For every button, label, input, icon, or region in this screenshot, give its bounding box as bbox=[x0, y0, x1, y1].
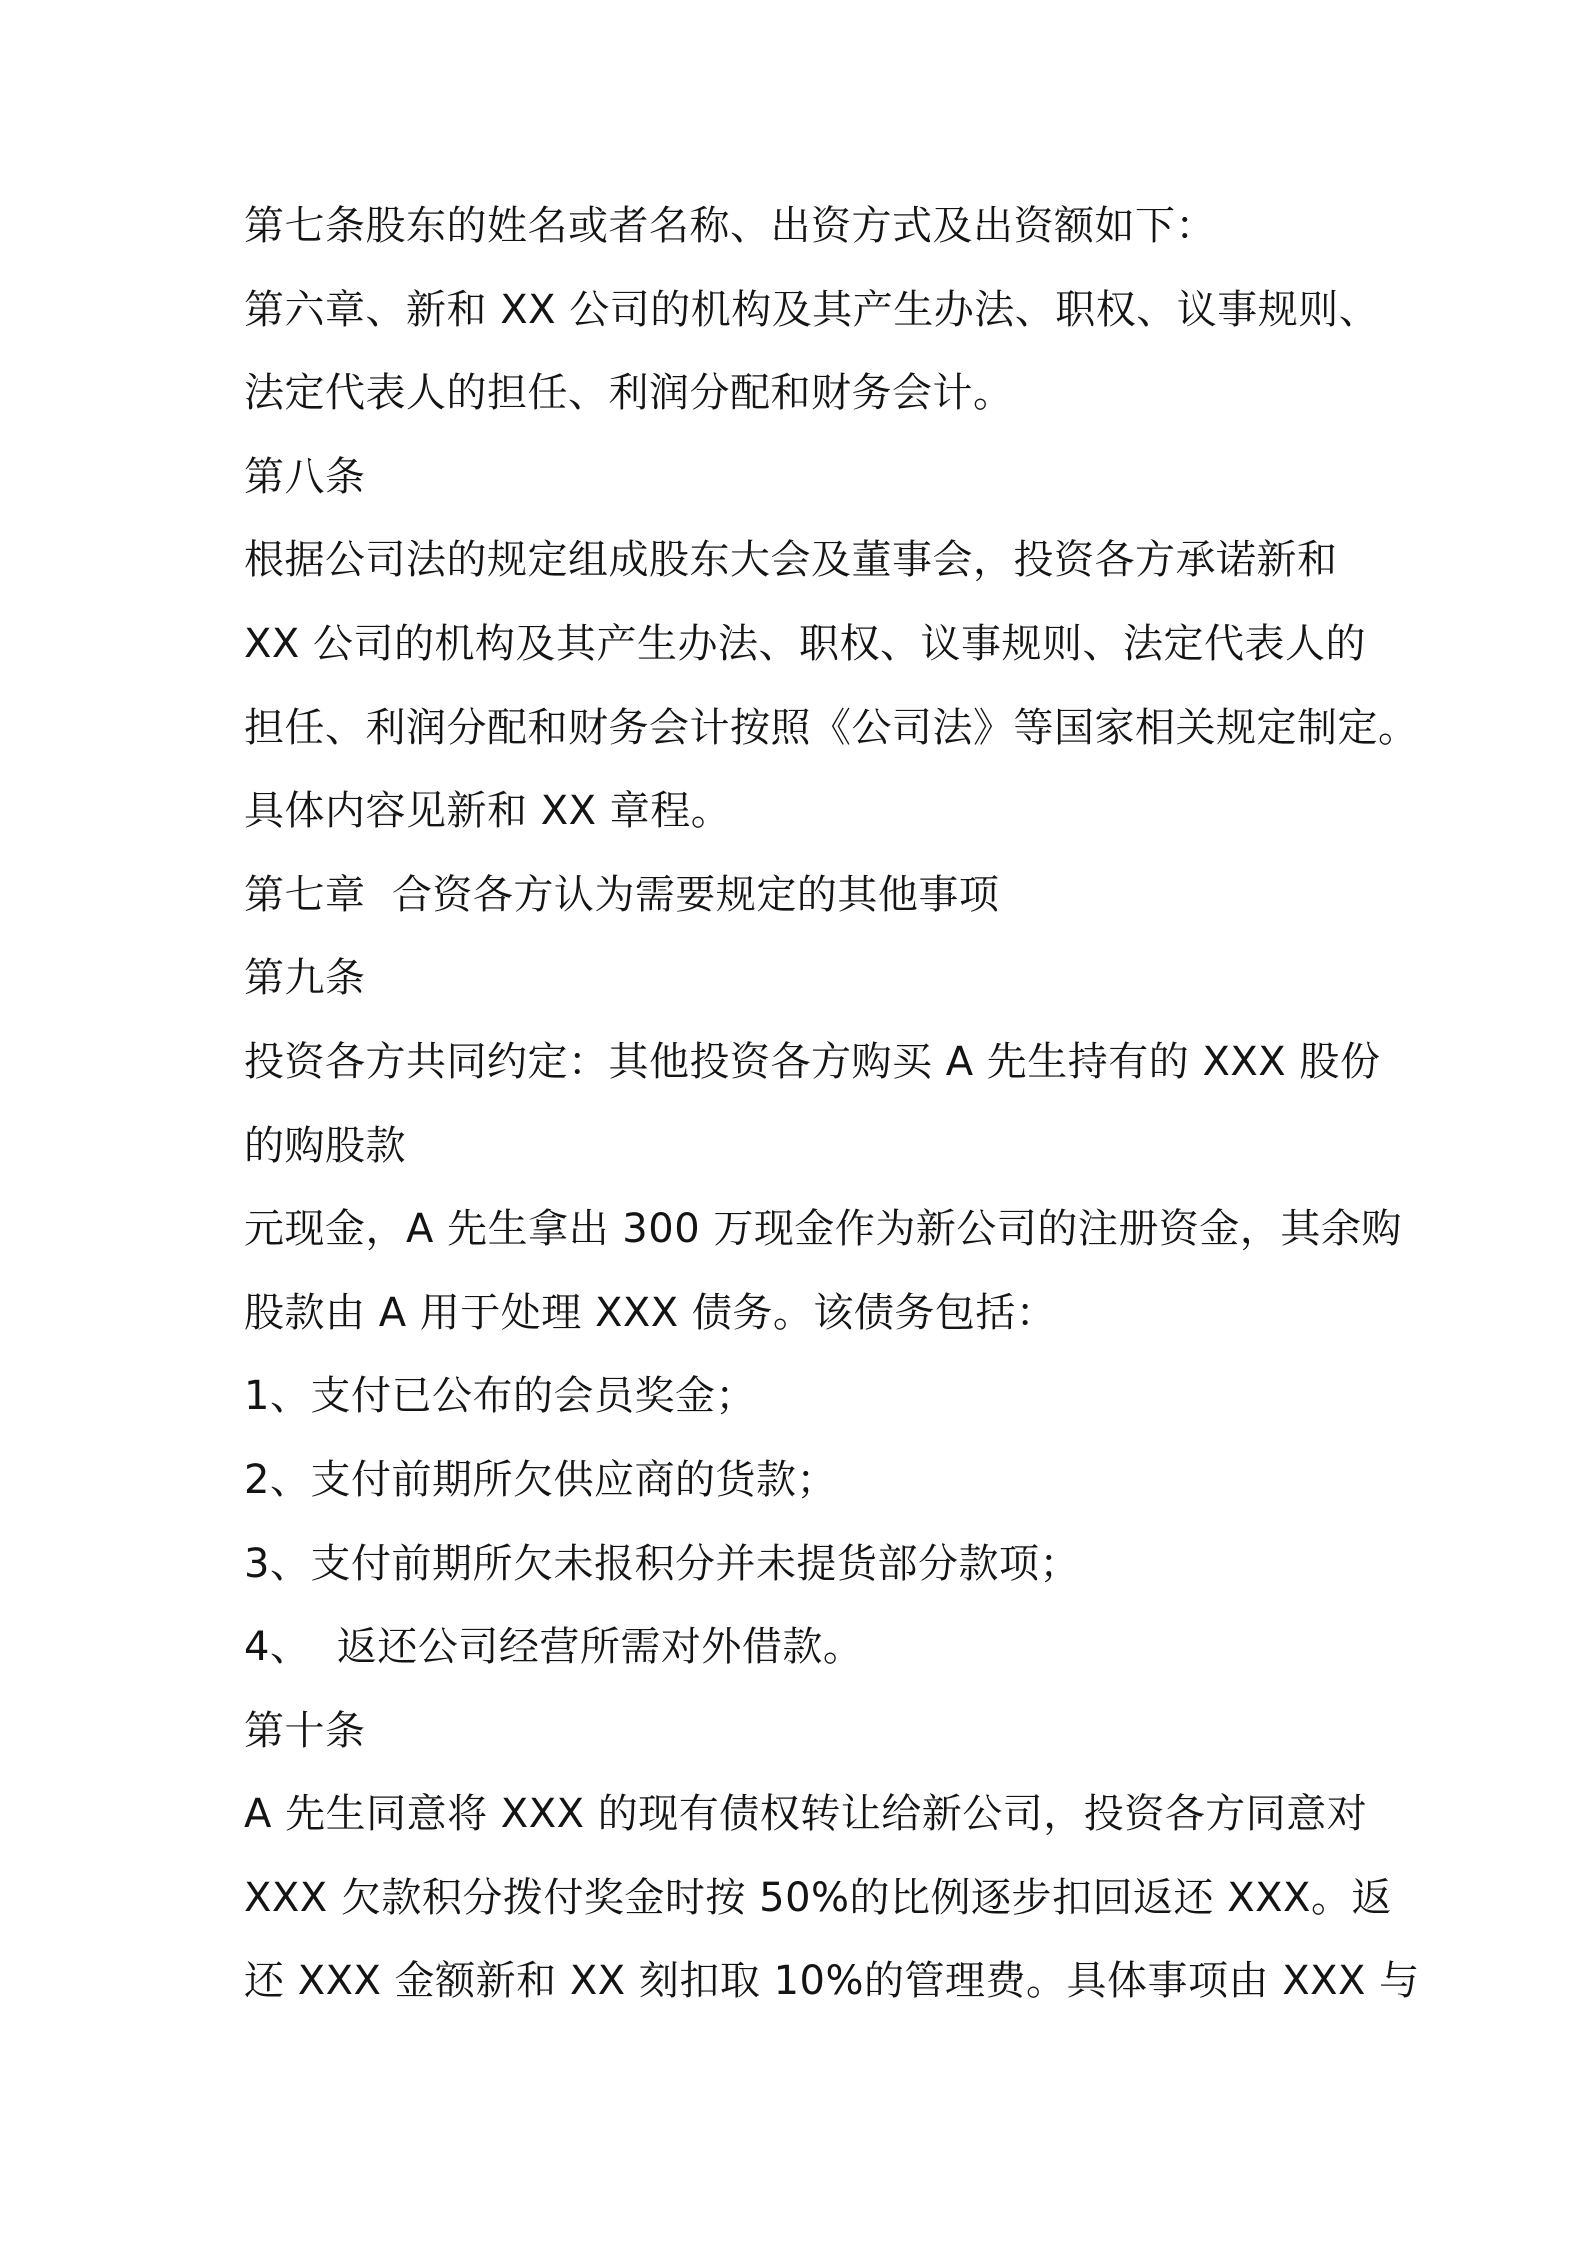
article-9-body-line-1: 投资各方共同约定：其他投资各方购买 A 先生持有的 XXX 股份 bbox=[244, 1038, 1381, 1085]
article-8-heading: 第八条 bbox=[244, 453, 366, 500]
debt-list-item-4: 4、 返还公司经营所需对外借款。 bbox=[244, 1624, 864, 1671]
chapter-6-heading-line-1: 第六章、新和 XX 公司的机构及其产生办法、职权、议事规则、 bbox=[244, 286, 1380, 333]
debt-list-item-3: 3、支付前期所欠未报积分并未提货部分款项； bbox=[244, 1540, 1080, 1587]
chapter-7-heading: 第七章 合资各方认为需要规定的其他事项 bbox=[244, 871, 1000, 918]
article-10-body-line-3: 还 XXX 金额新和 XX 刻扣取 10%的管理费。具体事项由 XXX 与 bbox=[244, 1958, 1420, 2005]
article-7-text: 第七条股东的姓名或者名称、出资方式及出资额如下： bbox=[244, 203, 1216, 249]
article-9-body-line-2: 的购股款 bbox=[244, 1122, 406, 1169]
article-8-body-line-3: 担任、利润分配和财务会计按照《公司法》等国家相关规定制定。 bbox=[244, 704, 1419, 751]
article-10-heading: 第十条 bbox=[244, 1707, 366, 1754]
article-9-heading: 第九条 bbox=[244, 955, 366, 1002]
article-10-body-line-2: XXX 欠款积分拨付奖金时按 50%的比例逐步扣回返还 XXX。返 bbox=[244, 1874, 1392, 1921]
article-8-body-line-2: XX 公司的机构及其产生办法、职权、议事规则、法定代表人的 bbox=[244, 620, 1367, 667]
debt-list-item-2: 2、支付前期所欠供应商的货款； bbox=[244, 1456, 837, 1503]
article-8-body-line-4: 具体内容见新和 XX 章程。 bbox=[244, 788, 732, 835]
article-9-body-line-3: 元现金，A 先生拿出 300 万现金作为新公司的注册资金，其余购 bbox=[244, 1206, 1402, 1253]
article-8-body-line-1: 根据公司法的规定组成股东大会及董事会，投资各方承诺新和 bbox=[244, 537, 1338, 584]
article-10-body-line-1: A 先生同意将 XXX 的现有债权转让给新公司，投资各方同意对 bbox=[244, 1791, 1368, 1838]
chapter-6-heading-line-2: 法定代表人的担任、利润分配和财务会计。 bbox=[244, 370, 1014, 417]
article-9-body-line-4: 股款由 A 用于处理 XXX 债务。该债务包括： bbox=[244, 1289, 1057, 1336]
debt-list-item-1: 1、支付已公布的会员奖金； bbox=[244, 1373, 756, 1420]
